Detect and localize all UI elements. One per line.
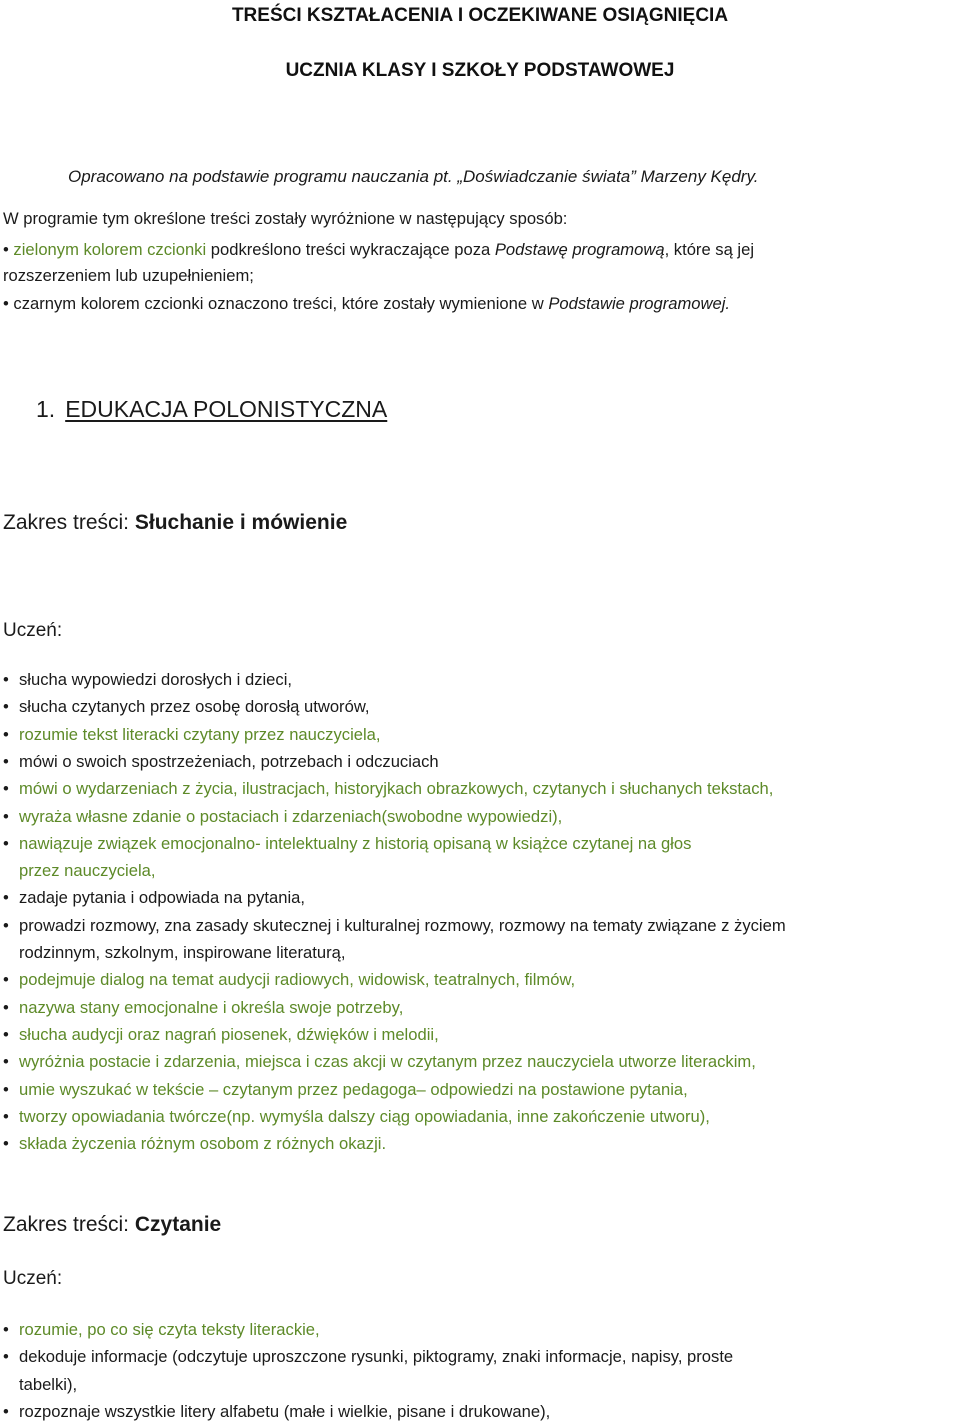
legend-green-label: zielonym kolorem czcionki (13, 240, 207, 259)
list-item-text: dekoduje informacje (odczytuje uproszczone rysunki, piktogramy, znaki informacje, napisy, proste (19, 1347, 734, 1367)
list-item (3, 1106, 710, 1126)
list-item (3, 1054, 756, 1071)
list-item-text: wyraża własne zdanie o postaciach i zdarzeniach(swobodne wypowiedzi), (19, 806, 563, 826)
zakres-name: Słuchanie i mówienie (134, 511, 348, 534)
list-item (3, 724, 381, 744)
section-title: EDUKACJA POLONISTYCZNA (65, 396, 388, 422)
section-number: 1. (36, 396, 56, 422)
block1-zakres (3, 511, 347, 535)
bullet-icon: • (3, 1052, 9, 1072)
legend-green-text-end: , które są jej (664, 240, 755, 259)
list-item-text: słucha wypowiedzi dorosłych i dzieci, (19, 670, 292, 689)
bullet-icon: • (3, 1320, 9, 1339)
list-item-text: rozumie, po co się czyta teksty literackie, (19, 1320, 320, 1339)
list-item-text: słucha czytanych przez osobę dorosłą utworów, (19, 697, 370, 717)
list-item-text: prowadzi rozmowy, zna zasady skutecznej i kulturalnej rozmowy, rozmowy na tematy związane z życiem (19, 915, 786, 935)
bullet-icon: • (3, 833, 9, 853)
legend-green-bullet (3, 242, 754, 259)
list-item (3, 915, 786, 935)
list-item-text: wyróżnia postacie i zdarzenia, miejsca i czas akcji w czytanym przez nauczyciela utworze literackim, (19, 1052, 756, 1072)
bullet-icon: • (3, 697, 9, 717)
section-heading (36, 396, 387, 423)
bullet-icon: • (3, 779, 9, 799)
list-item-text: podejmuje dialog na temat audycji radiowych, widowisk, teatralnych, filmów, (19, 970, 576, 990)
block2-uczen: Uczeń: (3, 1268, 63, 1289)
list-item-text: rozpoznaje wszystkie litery alfabetu (małe i wielkie, pisane i drukowane), (19, 1401, 551, 1421)
list-item (3, 1079, 688, 1099)
list-item-text: nazywa stany emocjonalne i określa swoje potrzeby, (19, 997, 404, 1017)
list-item-continuation: tabelki), (19, 1374, 78, 1394)
list-item (3, 672, 292, 689)
list-item-continuation: przez nauczyciela, (19, 861, 156, 881)
bullet-icon: • (3, 806, 9, 826)
bullet-icon: • (3, 751, 9, 771)
bullet-icon: • (3, 1347, 9, 1367)
legend-black-text: czarnym kolorem czcionki oznaczono treści, które zostały wymienione w (13, 294, 549, 313)
list-item (3, 751, 439, 771)
bullet-icon: • (3, 1134, 9, 1154)
legend-black-italic: Podstawie programowej. (548, 294, 731, 313)
list-item (3, 1136, 386, 1153)
list-item (3, 1322, 320, 1339)
bullet-icon: • (3, 724, 9, 744)
list-item (3, 1024, 439, 1044)
bullet-icon: • (3, 1079, 9, 1099)
zakres-prefix: Zakres treści: (3, 1213, 135, 1236)
document-title-line2: UCZNIA KLASY I SZKOŁY PODSTAWOWEJ (285, 60, 675, 81)
list-item (3, 806, 563, 826)
zakres-name: Czytanie (134, 1213, 222, 1236)
bullet-icon: • (3, 1106, 9, 1126)
list-item-text: słucha audycji oraz nagrań piosenek, dźwięków i melodii, (19, 1024, 439, 1044)
list-item (3, 997, 404, 1017)
list-item (3, 1401, 551, 1421)
list-item-text: umie wyszukać w tekście – czytanym przez pedagoga– odpowiedzi na postawione pytania, (19, 1079, 688, 1099)
bullet-icon: • (3, 1024, 9, 1044)
list-item-text: mówi o wydarzeniach z życia, ilustracjach, historyjkach obrazkowych, czytanych i słuchanych tekstach, (19, 779, 774, 799)
list-item-text: nawiązuje związek emocjonalno- intelektualny z historią opisaną w książce czytanej na głos (19, 833, 692, 853)
bullet-icon: • (3, 240, 14, 259)
bullet-icon: • (3, 294, 14, 313)
bullet-icon: • (3, 888, 9, 908)
legend-black-bullet (3, 296, 730, 313)
list-item-text: zadaje pytania i odpowiada na pytania, (19, 888, 305, 908)
document-subtitle: Opracowano na podstawie programu nauczania pt. „Doświadczanie świata” Marzeny Kędry. (68, 167, 759, 186)
list-item-text: rozumie tekst literacki czytany przez nauczyciela, (19, 724, 381, 744)
block1-uczen: Uczeń: (3, 620, 63, 641)
list-item-text: tworzy opowiadania twórcze(np. wymyśla dalszy ciąg opowiadania, inne zakończenie utworu), (19, 1106, 710, 1126)
legend-green-italic: Podstawę programową (494, 240, 665, 259)
list-item (3, 833, 692, 853)
legend-intro: W programie tym określone treści zostały wyróżnione w następujący sposób: (3, 209, 568, 228)
legend-green-line2: rozszerzeniem lub uzupełnieniem; (3, 266, 254, 285)
bullet-icon: • (3, 915, 9, 935)
block2-zakres (3, 1213, 221, 1237)
list-item-continuation: rodzinnym, szkolnym, inspirowane literaturą, (19, 943, 346, 962)
zakres-prefix: Zakres treści: (3, 511, 135, 534)
bullet-icon: • (3, 1401, 9, 1421)
list-item (3, 972, 575, 989)
list-item-text: mówi o swoich spostrzeżeniach, potrzebach i odczuciach (19, 751, 439, 771)
bullet-icon: • (3, 970, 9, 990)
document-title-line1: TREŚCI KSZTAŁACENIA I OCZEKIWANE OSIĄGNIĘCIA (231, 5, 729, 26)
bullet-icon: • (3, 670, 9, 689)
bullet-icon: • (3, 997, 9, 1017)
list-item (3, 890, 305, 907)
list-item (3, 781, 773, 798)
legend-green-text: podkreślono treści wykraczające poza (206, 240, 495, 259)
list-item (3, 699, 370, 716)
list-item-text: składa życzenia różnym osobom z różnych okazji. (19, 1134, 387, 1154)
list-item (3, 1349, 733, 1366)
